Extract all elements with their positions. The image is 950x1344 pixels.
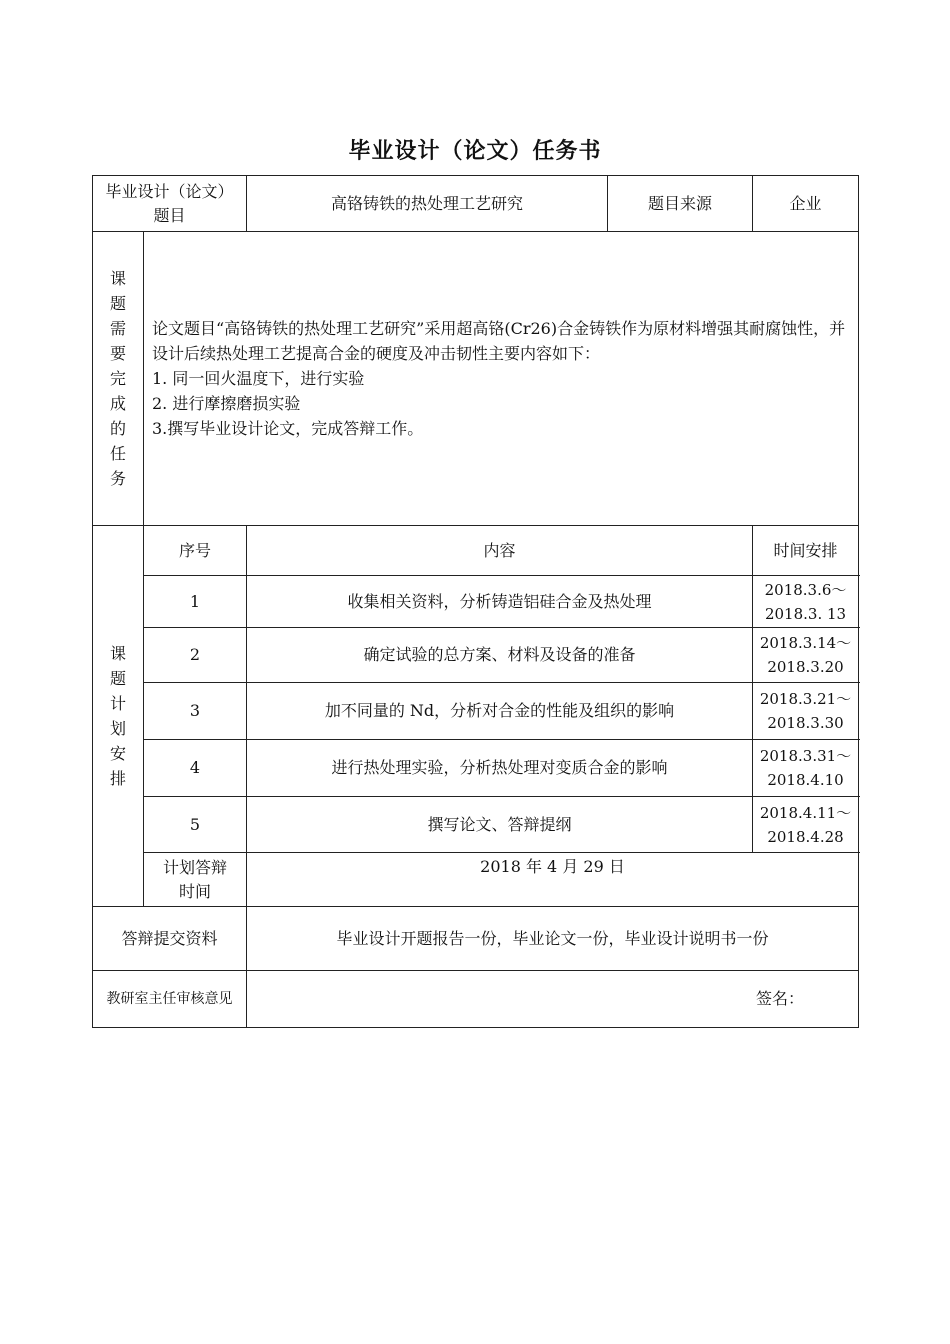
defense-time-value: 2018 年 4 月 29 日 bbox=[247, 853, 859, 907]
table-row bbox=[93, 797, 859, 853]
plan-row-no: 3 bbox=[144, 683, 247, 740]
task-item: 2. 进行摩擦磨损实验 bbox=[152, 394, 301, 413]
plan-header-no: 序号 bbox=[144, 526, 247, 576]
tasks-content bbox=[144, 232, 859, 526]
tasks-intro: 论文题目“高铬铸铁的热处理工艺研究”采用超高铬(Cr26)合金铸铁作为原材料增强其耐腐蚀性，并设计后续热处理工艺提高合金的硬度及冲击韧性主要内容如下： bbox=[152, 319, 846, 363]
plan-row-time: 2018.3.21～2018.3.30 bbox=[753, 683, 859, 740]
plan-row-content: 进行热处理实验，分析热处理对变质合金的影响 bbox=[247, 740, 753, 797]
plan-row-time: 2018.4.11～2018.4.28 bbox=[753, 797, 859, 853]
review-label: 教研室主任审核意见 bbox=[93, 971, 247, 1028]
table-row bbox=[93, 683, 859, 740]
source-value: 企业 bbox=[753, 176, 859, 232]
plan-row-no: 4 bbox=[144, 740, 247, 797]
plan-row-no: 2 bbox=[144, 628, 247, 683]
plan-header-content: 内容 bbox=[247, 526, 753, 576]
materials-value: 毕业设计开题报告一份，毕业论文一份，毕业设计说明书一份 bbox=[247, 907, 859, 971]
plan-row-no: 1 bbox=[144, 576, 247, 628]
table-row bbox=[93, 576, 859, 628]
signature-field: 签名： bbox=[247, 971, 859, 1028]
page-title: 毕业设计（论文）任务书 bbox=[348, 139, 602, 164]
topic-label: 毕业设计（论文）题目 bbox=[93, 176, 247, 232]
task-item: 1. 同一回火温度下，进行实验 bbox=[152, 369, 365, 388]
plan-row-content: 撰写论文、答辩提纲 bbox=[247, 797, 753, 853]
task-form-table bbox=[92, 175, 859, 1028]
plan-row-content: 收集相关资料，分析铸造铝硅合金及热处理 bbox=[247, 576, 753, 628]
plan-row-content: 确定试验的总方案、材料及设备的准备 bbox=[247, 628, 753, 683]
plan-row-time: 2018.3.14～2018.3.20 bbox=[753, 628, 859, 683]
task-item: 3.撰写毕业设计论文，完成答辩工作。 bbox=[152, 419, 424, 438]
plan-header-time: 时间安排 bbox=[753, 526, 859, 576]
defense-time-label: 计划答辩时间 bbox=[144, 853, 247, 907]
table-row bbox=[93, 628, 859, 683]
source-label: 题目来源 bbox=[608, 176, 753, 232]
plan-row-time: 2018.3.31～2018.4.10 bbox=[753, 740, 859, 797]
plan-label: 课 题 计 划 安 排 bbox=[93, 526, 144, 907]
table-row bbox=[93, 740, 859, 797]
tasks-label: 课 题 需 要 完 成 的 任 务 bbox=[93, 232, 144, 526]
plan-row-no: 5 bbox=[144, 797, 247, 853]
plan-row-content: 加不同量的 Nd，分析对合金的性能及组织的影响 bbox=[247, 683, 753, 740]
topic-value: 高铬铸铁的热处理工艺研究 bbox=[247, 176, 608, 232]
materials-label: 答辩提交资料 bbox=[93, 907, 247, 971]
plan-row-time: 2018.3.6～2018.3. 13 bbox=[753, 576, 859, 628]
